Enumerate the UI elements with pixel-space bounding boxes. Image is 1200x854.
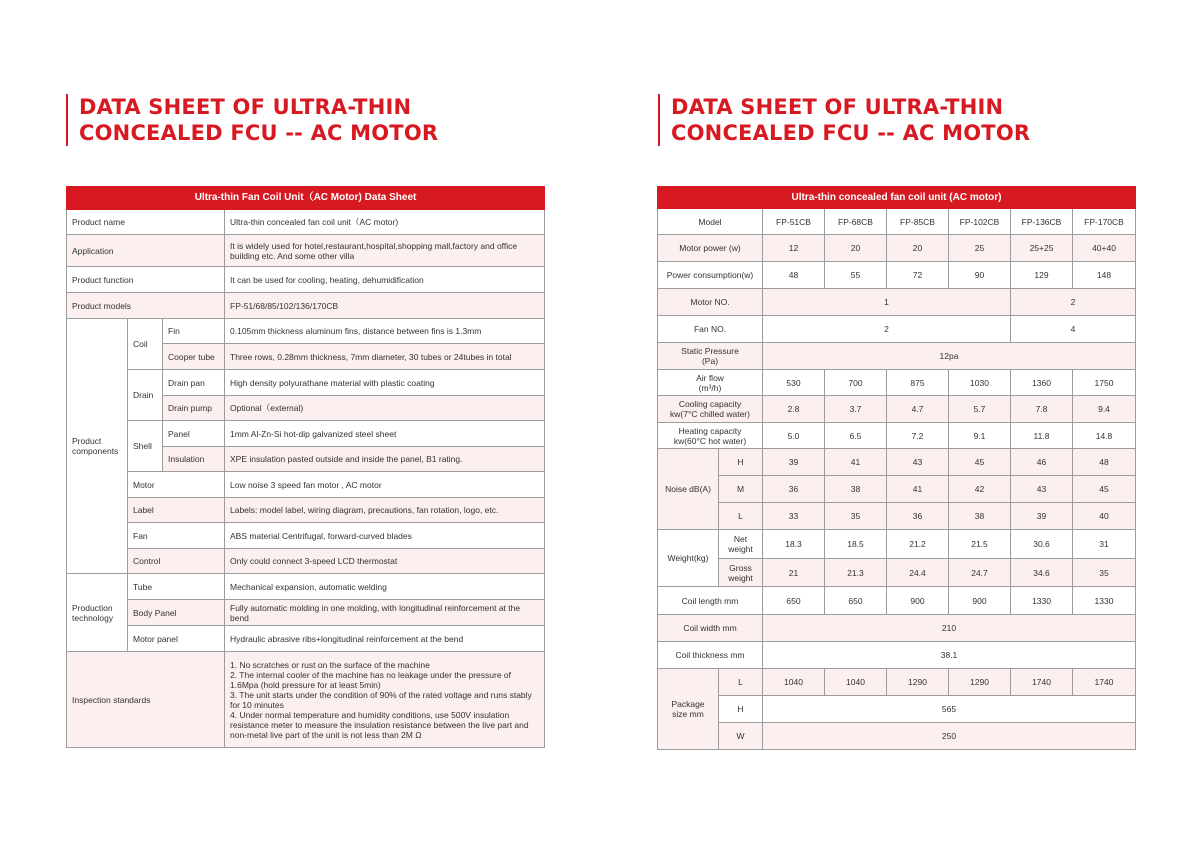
motor-no-cell: 1 [763, 289, 1011, 316]
coil-length-cell: 1330 [1011, 587, 1073, 615]
drain-label: Drain [128, 370, 163, 421]
model-cell: FP-170CB [1073, 209, 1136, 235]
fin-label: Fin [163, 319, 225, 344]
net-weight-cell: 21.2 [887, 530, 949, 559]
heating-capacity-label-line-2: kw(60°C hot water) [673, 435, 747, 446]
noise-m-cell: 38 [825, 476, 887, 503]
product-function-label: Product function [67, 267, 225, 293]
package-w-label: W [719, 723, 763, 750]
label-item-value: Labels: model label, wiring diagram, precautions, fan rotation, logo, etc. [225, 498, 545, 523]
power-consumption-cell: 129 [1011, 262, 1073, 289]
title-line-2: CONCEALED FCU -- AC MOTOR [671, 121, 1031, 145]
motor-power-cell: 20 [825, 235, 887, 262]
noise-m-cell: 45 [1073, 476, 1136, 503]
coil-thickness-cell: 38.1 [763, 642, 1136, 669]
static-pressure-label [658, 343, 763, 370]
noise-l-cell: 35 [825, 503, 887, 530]
noise-m-cell: 41 [887, 476, 949, 503]
motor-power-cell: 12 [763, 235, 825, 262]
table-heading: Ultra-thin Fan Coil Unit（AC Motor) Data Sheet [67, 187, 545, 210]
noise-l-label: L [719, 503, 763, 530]
cooling-capacity-label [658, 396, 763, 423]
net-weight-cell: 30.6 [1011, 530, 1073, 559]
title-line-1: DATA SHEET OF ULTRA-THIN [671, 95, 1004, 119]
cooling-capacity-cell: 2.8 [763, 396, 825, 423]
noise-h-cell: 48 [1073, 449, 1136, 476]
package-h-label: H [719, 696, 763, 723]
gross-weight-cell: 35 [1073, 559, 1136, 587]
motor-no-cell: 2 [1011, 289, 1136, 316]
coil-length-cell: 650 [763, 587, 825, 615]
noise-l-cell: 33 [763, 503, 825, 530]
net-weight-label-line-1: Net [733, 534, 748, 544]
noise-label: Noise dB(A) [658, 449, 719, 530]
application-value: It is widely used for hotel,restaurant,hospital,shopping mall,factory and office building etc. And some other villa [225, 235, 545, 267]
cooling-capacity-cell: 7.8 [1011, 396, 1073, 423]
noise-h-cell: 46 [1011, 449, 1073, 476]
model-cell: FP-68CB [825, 209, 887, 235]
power-consumption-cell: 72 [887, 262, 949, 289]
model-cell: FP-51CB [763, 209, 825, 235]
air-flow-cell: 1030 [949, 370, 1011, 396]
fcu-spec-table [657, 186, 1136, 750]
gross-weight-cell: 21.3 [825, 559, 887, 587]
gross-weight-label [719, 559, 763, 587]
net-weight-cell: 31 [1073, 530, 1136, 559]
cooling-capacity-label-line-2: kw(7°C chilled water) [670, 409, 750, 419]
noise-l-cell: 39 [1011, 503, 1073, 530]
air-flow-cell: 700 [825, 370, 887, 396]
noise-m-cell: 42 [949, 476, 1011, 503]
coil-length-label: Coil length mm [658, 587, 763, 615]
package-l-cell: 1290 [887, 669, 949, 696]
static-pressure-label-line-1: Static Pressure [681, 346, 739, 356]
product-models-label: Product models [67, 293, 225, 319]
heating-capacity-cell: 9.1 [949, 423, 1011, 449]
package-size-label [658, 669, 719, 750]
motor-power-cell: 25 [949, 235, 1011, 262]
power-consumption-label: Power consumption(w) [658, 262, 763, 289]
control-label: Control [128, 549, 225, 574]
heating-capacity-cell: 6.5 [825, 423, 887, 449]
weight-label: Weight(kg) [658, 530, 719, 587]
cooling-capacity-cell: 9.4 [1073, 396, 1136, 423]
product-components-label: Product components [67, 319, 128, 574]
panel-label: Panel [163, 421, 225, 447]
fan-label: Fan [128, 523, 225, 549]
noise-m-label: M [719, 476, 763, 503]
power-consumption-cell: 48 [763, 262, 825, 289]
heating-capacity-label-line-1: Heating capacity [678, 425, 742, 436]
shell-label: Shell [128, 421, 163, 472]
package-h-cell: 565 [763, 696, 1136, 723]
power-consumption-cell: 148 [1073, 262, 1136, 289]
motor-panel-label: Motor panel [128, 626, 225, 652]
heating-capacity-cell: 5.0 [763, 423, 825, 449]
gross-weight-cell: 21 [763, 559, 825, 587]
power-consumption-cell: 55 [825, 262, 887, 289]
noise-m-cell: 43 [1011, 476, 1073, 503]
fan-value: ABS material Centrifugal, forward-curved blades [225, 523, 545, 549]
model-label: Model [658, 209, 763, 235]
motor-power-cell: 25+25 [1011, 235, 1073, 262]
page-title-right [658, 94, 1030, 146]
page-title-left [66, 94, 438, 146]
body-panel-label: Body Panel [128, 600, 225, 626]
package-size-label-line-1: Package [671, 699, 705, 709]
inspection-line-3: 3. The unit starts under the condition of 90% of the rated voltage and runs stably for 10 minutes [230, 689, 532, 710]
motor-power-label: Motor power (w) [658, 235, 763, 262]
insulation-label: Insulation [163, 447, 225, 472]
noise-h-cell: 39 [763, 449, 825, 476]
inspection-standards-label: Inspection standards [67, 652, 225, 748]
noise-h-cell: 43 [887, 449, 949, 476]
control-value: Only could connect 3-speed LCD thermostat [225, 549, 545, 574]
inspection-line-1: 1. No scratches or rust on the surface of the machine [230, 659, 430, 670]
heating-capacity-cell: 11.8 [1011, 423, 1073, 449]
noise-h-cell: 45 [949, 449, 1011, 476]
tube-value: Mechanical expansion, automatic welding [225, 574, 545, 600]
model-cell: FP-136CB [1011, 209, 1073, 235]
fin-value: 0.105mm thickness aluminum fins, distance between fins is 1.3mm [225, 319, 545, 344]
air-flow-cell: 875 [887, 370, 949, 396]
fan-no-cell: 2 [763, 316, 1011, 343]
net-weight-cell: 21.5 [949, 530, 1011, 559]
product-models-value: FP-51/68/85/102/136/170CB [225, 293, 545, 319]
package-l-cell: 1040 [763, 669, 825, 696]
motor-power-cell: 20 [887, 235, 949, 262]
drain-pump-value: Optional（external) [225, 396, 545, 421]
net-weight-label-line-2: weight [728, 544, 753, 554]
coil-width-label: Coil width mm [658, 615, 763, 642]
coil-length-cell: 650 [825, 587, 887, 615]
cooper-tube-label: Cooper tube [163, 344, 225, 370]
application-label: Application [67, 235, 225, 267]
noise-m-cell: 36 [763, 476, 825, 503]
air-flow-label-line-1: Air flow [696, 372, 724, 383]
product-name-value: Ultra-thin concealed fan coil unit（AC motor) [225, 210, 545, 235]
net-weight-cell: 18.3 [763, 530, 825, 559]
noise-l-cell: 36 [887, 503, 949, 530]
title-line-1: DATA SHEET OF ULTRA-THIN [79, 95, 412, 119]
motor-value: Low noise 3 speed fan motor , AC motor [225, 472, 545, 498]
air-flow-label-line-2: (m³/h) [698, 382, 722, 393]
gross-weight-cell: 24.7 [949, 559, 1011, 587]
label-item-label: Label [128, 498, 225, 523]
product-function-value: It can be used for cooling, heating, dehumidification [225, 267, 545, 293]
motor-panel-value: Hydraulic abrasive ribs+longitudinal reinforcement at the bend [225, 626, 545, 652]
package-l-cell: 1740 [1011, 669, 1073, 696]
package-l-label: L [719, 669, 763, 696]
fan-no-label: Fan NO. [658, 316, 763, 343]
inspection-line-4: 4. Under normal temperature and humidity conditions, use 500V insulation resistance meter to measure the insulation resistance between the live part and non-metal live part of the unit is not less than 2M Ω [230, 709, 529, 740]
air-flow-label [658, 370, 763, 396]
static-pressure-cell: 12pa [763, 343, 1136, 370]
cooper-tube-value: Three rows, 0.28mm thickness, 7mm diameter, 30 tubes or 24tubes in total [225, 344, 545, 370]
model-cell: FP-102CB [949, 209, 1011, 235]
air-flow-cell: 1360 [1011, 370, 1073, 396]
gross-weight-label-line-1: Gross [729, 562, 752, 573]
package-l-cell: 1290 [949, 669, 1011, 696]
heating-capacity-cell: 14.8 [1073, 423, 1136, 449]
motor-power-cell: 40+40 [1073, 235, 1136, 262]
package-l-cell: 1740 [1073, 669, 1136, 696]
title-line-2: CONCEALED FCU -- AC MOTOR [79, 121, 439, 145]
coil-label: Coil [128, 319, 163, 370]
inspection-line-2: 2. The internal cooler of the machine has no leakage under the pressure of 1.6Mpa (hold pressure for at least 5min) [230, 669, 511, 690]
air-flow-cell: 530 [763, 370, 825, 396]
model-cell: FP-85CB [887, 209, 949, 235]
cooling-capacity-label-line-1: Cooling capacity [678, 399, 742, 409]
body-panel-value: Fully automatic molding in one molding, with longitudinal reinforcement at the bend [225, 600, 545, 626]
heating-capacity-label [658, 423, 763, 449]
motor-label: Motor [128, 472, 225, 498]
heating-capacity-cell: 7.2 [887, 423, 949, 449]
static-pressure-label-line-2: (Pa) [701, 356, 719, 366]
cooling-capacity-cell: 3.7 [825, 396, 887, 423]
cooling-capacity-cell: 5.7 [949, 396, 1011, 423]
air-flow-cell: 1750 [1073, 370, 1136, 396]
cooling-capacity-cell: 4.7 [887, 396, 949, 423]
noise-h-label: H [719, 449, 763, 476]
noise-l-cell: 38 [949, 503, 1011, 530]
net-weight-label [719, 530, 763, 559]
panel-value: 1mm Al-Zn-Si hot-dip galvanized steel sheet [225, 421, 545, 447]
package-w-cell: 250 [763, 723, 1136, 750]
drain-pump-label: Drain pump [163, 396, 225, 421]
gross-weight-label-line-2: weight [728, 572, 753, 583]
motor-no-label: Motor NO. [658, 289, 763, 316]
coil-length-cell: 900 [949, 587, 1011, 615]
noise-l-cell: 40 [1073, 503, 1136, 530]
production-technology-label: Production technology [67, 574, 128, 652]
drain-pan-label: Drain pan [163, 370, 225, 396]
power-consumption-cell: 90 [949, 262, 1011, 289]
gross-weight-cell: 24.4 [887, 559, 949, 587]
drain-pan-value: High density polyurathane material with plastic coating [225, 370, 545, 396]
coil-length-cell: 1330 [1073, 587, 1136, 615]
gross-weight-cell: 34.6 [1011, 559, 1073, 587]
noise-h-cell: 41 [825, 449, 887, 476]
table-heading: Ultra-thin concealed fan coil unit (AC motor) [658, 187, 1136, 209]
coil-thickness-label: Coil thickness mm [658, 642, 763, 669]
inspection-standards-value [225, 652, 545, 748]
insulation-value: XPE insulation pasted outside and inside the panel, B1 rating. [225, 447, 545, 472]
coil-width-cell: 210 [763, 615, 1136, 642]
product-name-label: Product name [67, 210, 225, 235]
coil-length-cell: 900 [887, 587, 949, 615]
tube-label: Tube [128, 574, 225, 600]
fan-no-cell: 4 [1011, 316, 1136, 343]
package-size-label-line-2: size mm [672, 709, 704, 719]
fcu-data-sheet-table [66, 186, 545, 748]
net-weight-cell: 18.5 [825, 530, 887, 559]
package-l-cell: 1040 [825, 669, 887, 696]
